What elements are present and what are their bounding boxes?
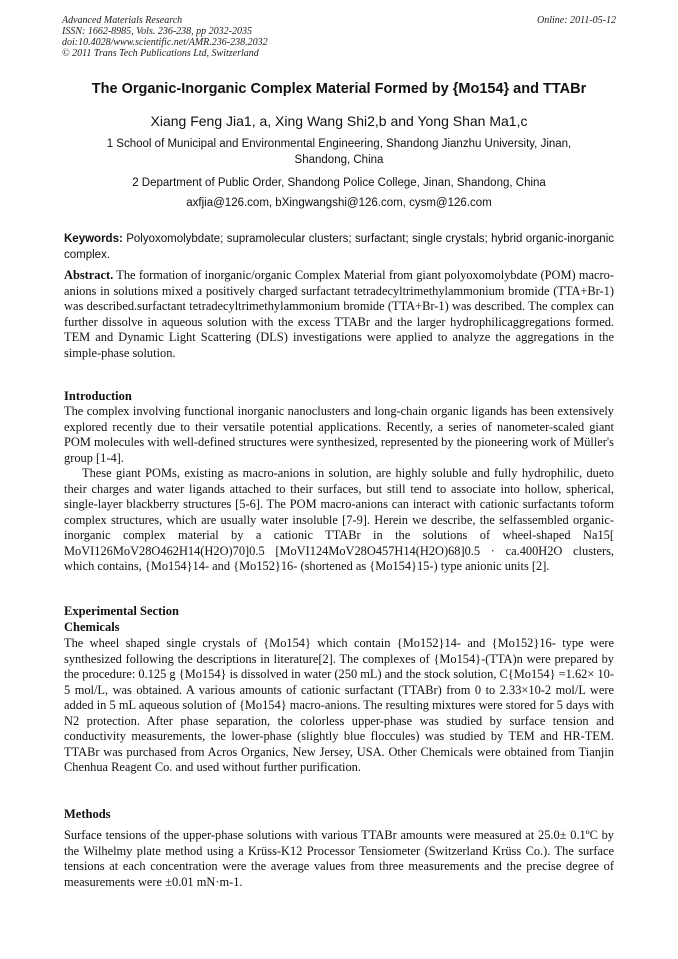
abstract-text: The formation of inorganic/organic Complex Material from giant polyoxomolybdate (POM) macro-anions in solutions mixed a positively charged surfactant tetradecyltrimethylammonium bromide (TTA+Br-1) was described.surfactant tetradecyltrimethylammonium bromide (TTA+Br-1) was described. The complex can further dissolve in aqueous solution with the excess TTABr and the larger hydrophilicaggregations formed. TEM and Dynamic Light Scattering (DLS) investigations were applied to analyze the aggregations in the simple-phase solution. [64,268,615,360]
experimental-heading: Experimental Section [64,604,179,618]
keywords-block [64,232,614,263]
methods-paragraph: Surface tensions of the upper-phase solutions with various TTABr amounts were measured at 25.0± 0.1ºC by the Wilhelmy plate method using a Krüss-K12 Processor Tensiometer (Switzerland Krüss Co.). The surface tensions at each concentration were the average values from three measurements and the precise degree of measurements were ±0.01 mN·m-1. [64,828,614,889]
introduction-heading: Introduction [64,389,132,403]
abstract-block [64,268,614,361]
chemicals-paragraph: The wheel shaped single crystals of {Mo154} which contain {Mo152}14- and {Mo152}16- type were synthesized following the descriptions in literature[2]. The complexes of {Mo154}-(TTA)n were prepared by the procedure: 0.125 g {Mo154} is dissolved in water (250 mL) and the stock solution, C{Mo154} =1.62× 10-5 mol/L, was obtained. A various amounts of cationic surfactant (TTABr) from 0 to 2.33×10-2 mol/L were added in 5 mL aqueous solution of {Mo154} macro-anions. The resulting mixtures were stored for 5 days with N2 protection. After phase separation, the colorless upper-phase was studied by surface tension and conductivity measurements, the lower-phase (slightly blue floccules) was studied by TEM and HR-TEM. TTABr was purchased from Acros Organics, New Jersey, USA. Other Chemicals were obtained from Tianjin Chenhua Reagent Co. and used without further purification. [64,636,614,774]
affiliation-2: 2 Department of Public Order, Shandong Police College, Jinan, Shandong, China [132,177,546,189]
journal-header [62,15,616,59]
paper-title: The Organic-Inorganic Complex Material Formed by {Mo154} and TTABr [91,81,587,97]
journal-name: Advanced Materials Research [62,15,183,26]
doi-line: doi:10.4028/www.scientific.net/AMR.236-238.2032 [62,37,268,48]
keywords-label: Keywords: [64,233,123,245]
methods-heading: Methods [64,807,111,821]
introduction-paragraph-1: The complex involving functional inorganic nanoclusters and long-chain organic ligands has been extensively explored recently due to their versatile potential applications. Recently, a series of nanometer-scaled giant POM molecules with well-defined structures were synthesized, represented by the pioneering work of Müller's group [1-4]. [64,404,614,465]
copyright-line: © 2011 Trans Tech Publications Ltd, Switzerland [62,48,259,59]
chemicals-heading: Chemicals [64,620,120,634]
abstract-label: Abstract. [64,268,114,282]
author-emails: axfjia@126.com, bXingwangshi@126.com, cysm@126.com [186,197,492,209]
introduction-body [64,404,614,575]
author-list: Xiang Feng Jia1, a, Xing Wang Shi2,b and Yong Shan Ma1,c [150,113,528,129]
affiliation-1: 1 School of Municipal and Environmental Engineering, Shandong Jianzhu University, Jinan, Shandong, China [106,138,572,166]
keywords-text: Polyoxomolybdate; supramolecular clusters; surfactant; single crystals; hybrid organic-inorganic complex. [64,233,614,261]
introduction-paragraph-2: These giant POMs, existing as macro-anions in solution, are highly soluble and fully hydrophilic, dueto their charges and water ligands attached to their surfaces, but still tend to associate into hollow, spherical, single-layer blackberry structures [5-6]. The POM macro-anions can interact with cationic surfactants toform complex structures, which are usually water insoluble [7-9]. Herein we describe, the selfassembled organic-inorganic complex material by a cationic TTABr in the solutions of wheel-shaped Na15[ MoVI126MoV28O462H14(H2O)70]0.5 [MoVI124MoV28O457H14(H2O)68]0.5 · ca.400H2O clusters, which contains, {Mo154}14- and {Mo152}16- (shortened as {Mo154}15-) type anionic units [2]. [64,466,614,573]
issn-line: ISSN: 1662-8985, Vols. 236-238, pp 2032-2035 [62,26,252,37]
online-date: Online: 2011-05-12 [537,15,616,26]
